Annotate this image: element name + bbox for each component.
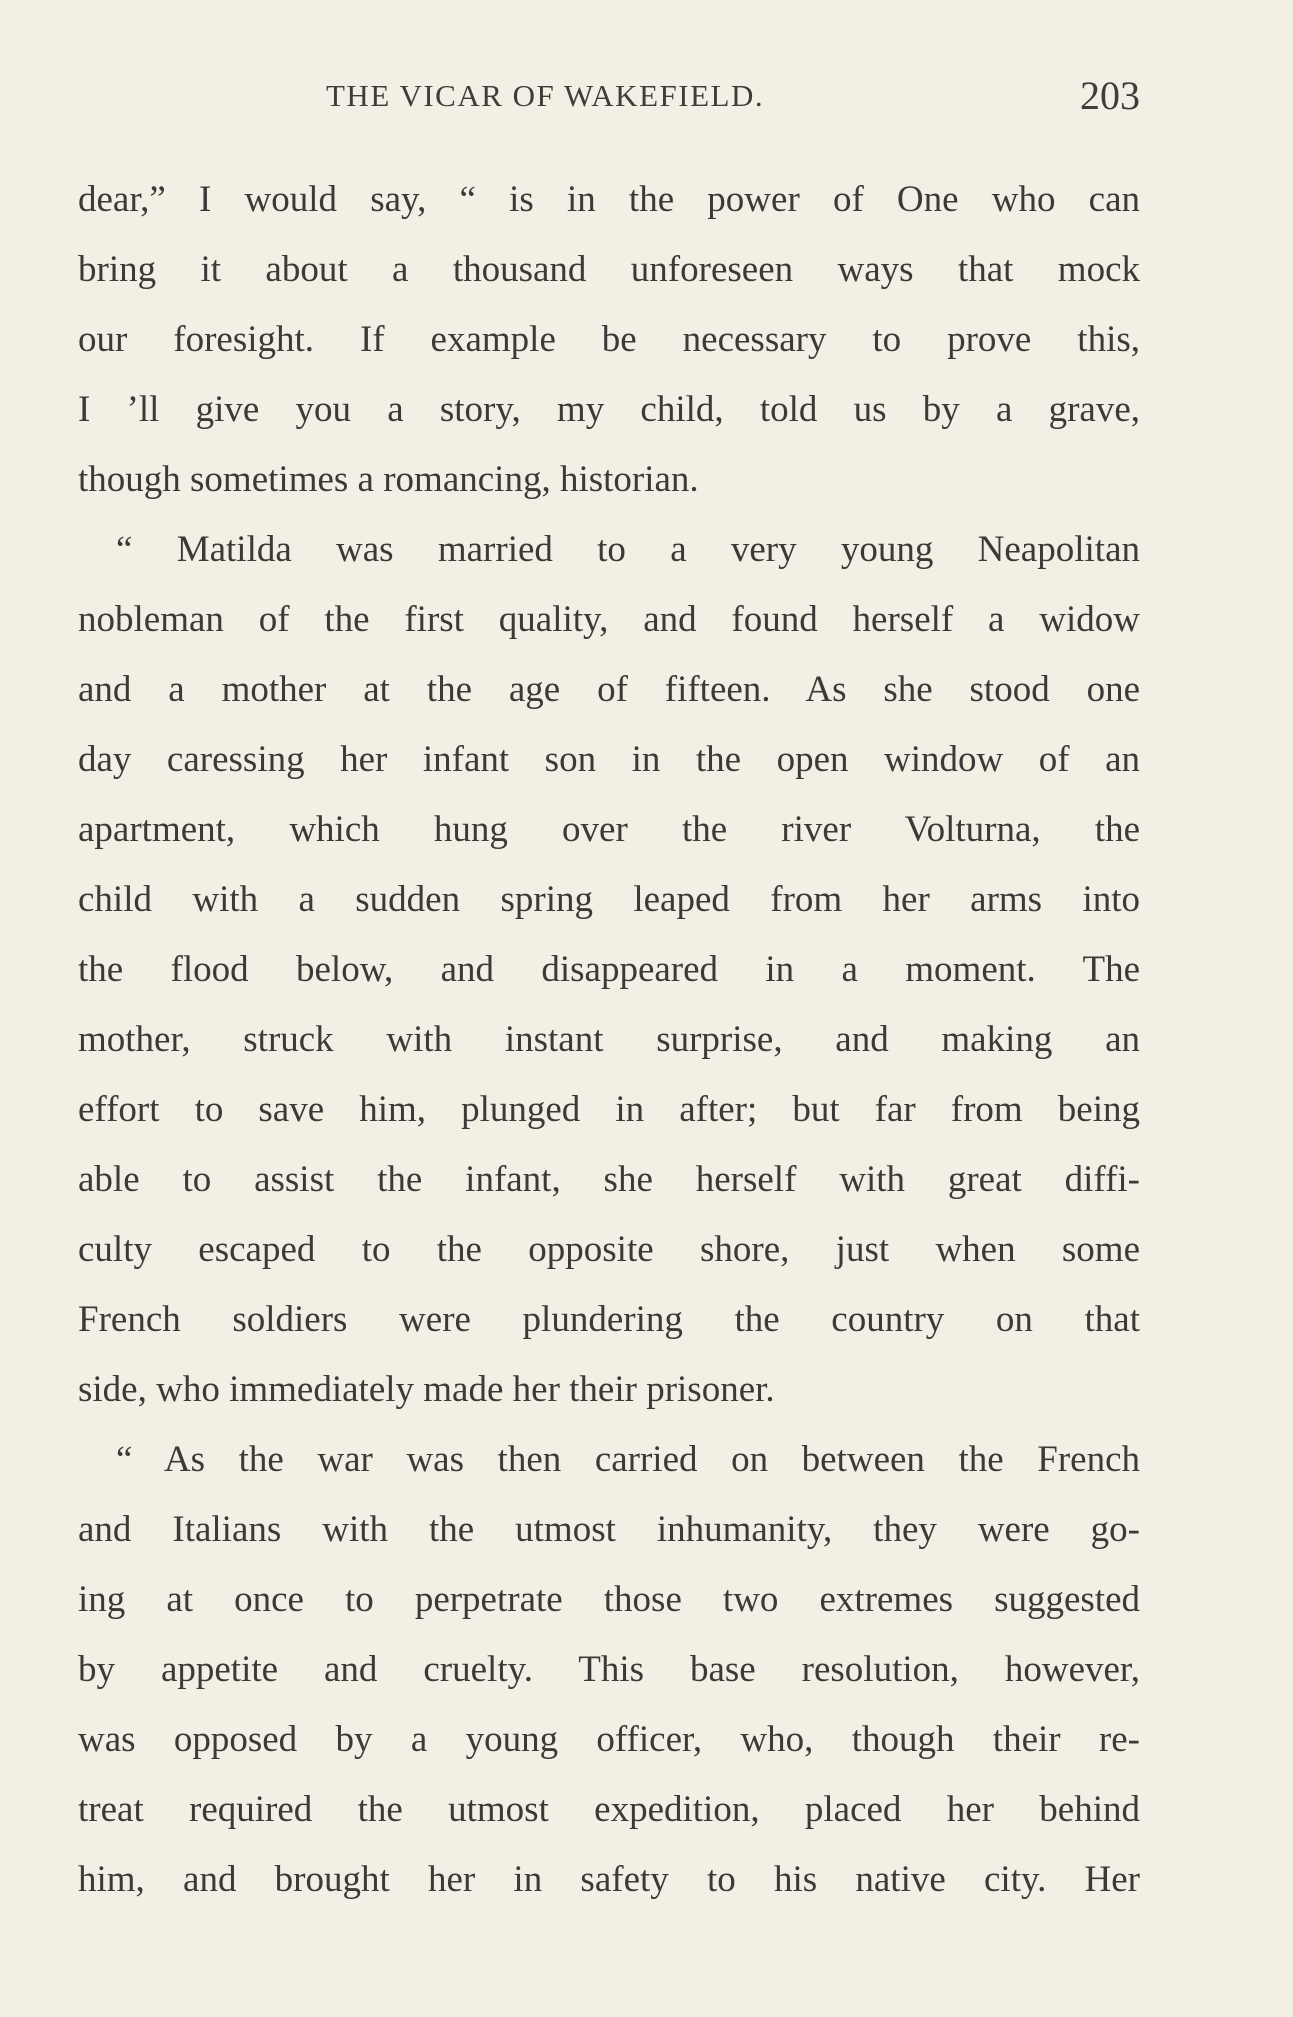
text-line: culty escaped to the opposite shore, just when some — [78, 1229, 1140, 1270]
text-line: “ As the war was then carried on between the French — [116, 1439, 1140, 1480]
text-line: apartment, which hung over the river Volturna, the — [78, 809, 1140, 850]
text-line: French soldiers were plundering the country on that — [78, 1299, 1140, 1340]
text-line: treat required the utmost expedition, placed her behind — [78, 1789, 1140, 1830]
text-line: and a mother at the age of fifteen. As she stood one — [78, 669, 1140, 710]
text-line: side, who immediately made her their prisoner. — [78, 1369, 775, 1410]
text-line: mother, struck with instant surprise, and making an — [78, 1019, 1140, 1060]
text-line: able to assist the infant, she herself with great diffi- — [78, 1159, 1140, 1200]
text-line: the flood below, and disappeared in a moment. The — [78, 949, 1140, 990]
text-line: bring it about a thousand unforeseen ways that mock — [78, 249, 1140, 290]
text-line: day caressing her infant son in the open window of an — [78, 739, 1140, 780]
text-line: effort to save him, plunged in after; but far from being — [78, 1089, 1140, 1130]
text-line: and Italians with the utmost inhumanity, they were go- — [78, 1509, 1140, 1550]
text-line: by appetite and cruelty. This base resolution, however, — [78, 1649, 1140, 1690]
running-header — [78, 72, 1140, 122]
page-number: 203 — [1080, 73, 1140, 118]
text-line: “ Matilda was married to a very young Neapolitan — [116, 529, 1140, 570]
text-line: child with a sudden spring leaped from her arms into — [78, 879, 1140, 920]
text-line: I ’ll give you a story, my child, told us by a grave, — [78, 389, 1140, 430]
text-line: though sometimes a romancing, historian. — [78, 459, 699, 500]
text-line: our foresight. If example be necessary to prove this, — [78, 319, 1140, 360]
text-line: nobleman of the first quality, and found herself a widow — [78, 599, 1140, 640]
text-line: dear,” I would say, “ is in the power of One who can — [78, 179, 1140, 220]
text-line: him, and brought her in safety to his native city. Her — [78, 1859, 1140, 1900]
running-title: THE VICAR OF WAKEFIELD. — [326, 78, 765, 113]
body-text — [78, 165, 1140, 1915]
text-line: ing at once to perpetrate those two extremes suggested — [78, 1579, 1140, 1620]
text-line: was opposed by a young officer, who, though their re- — [78, 1719, 1140, 1760]
